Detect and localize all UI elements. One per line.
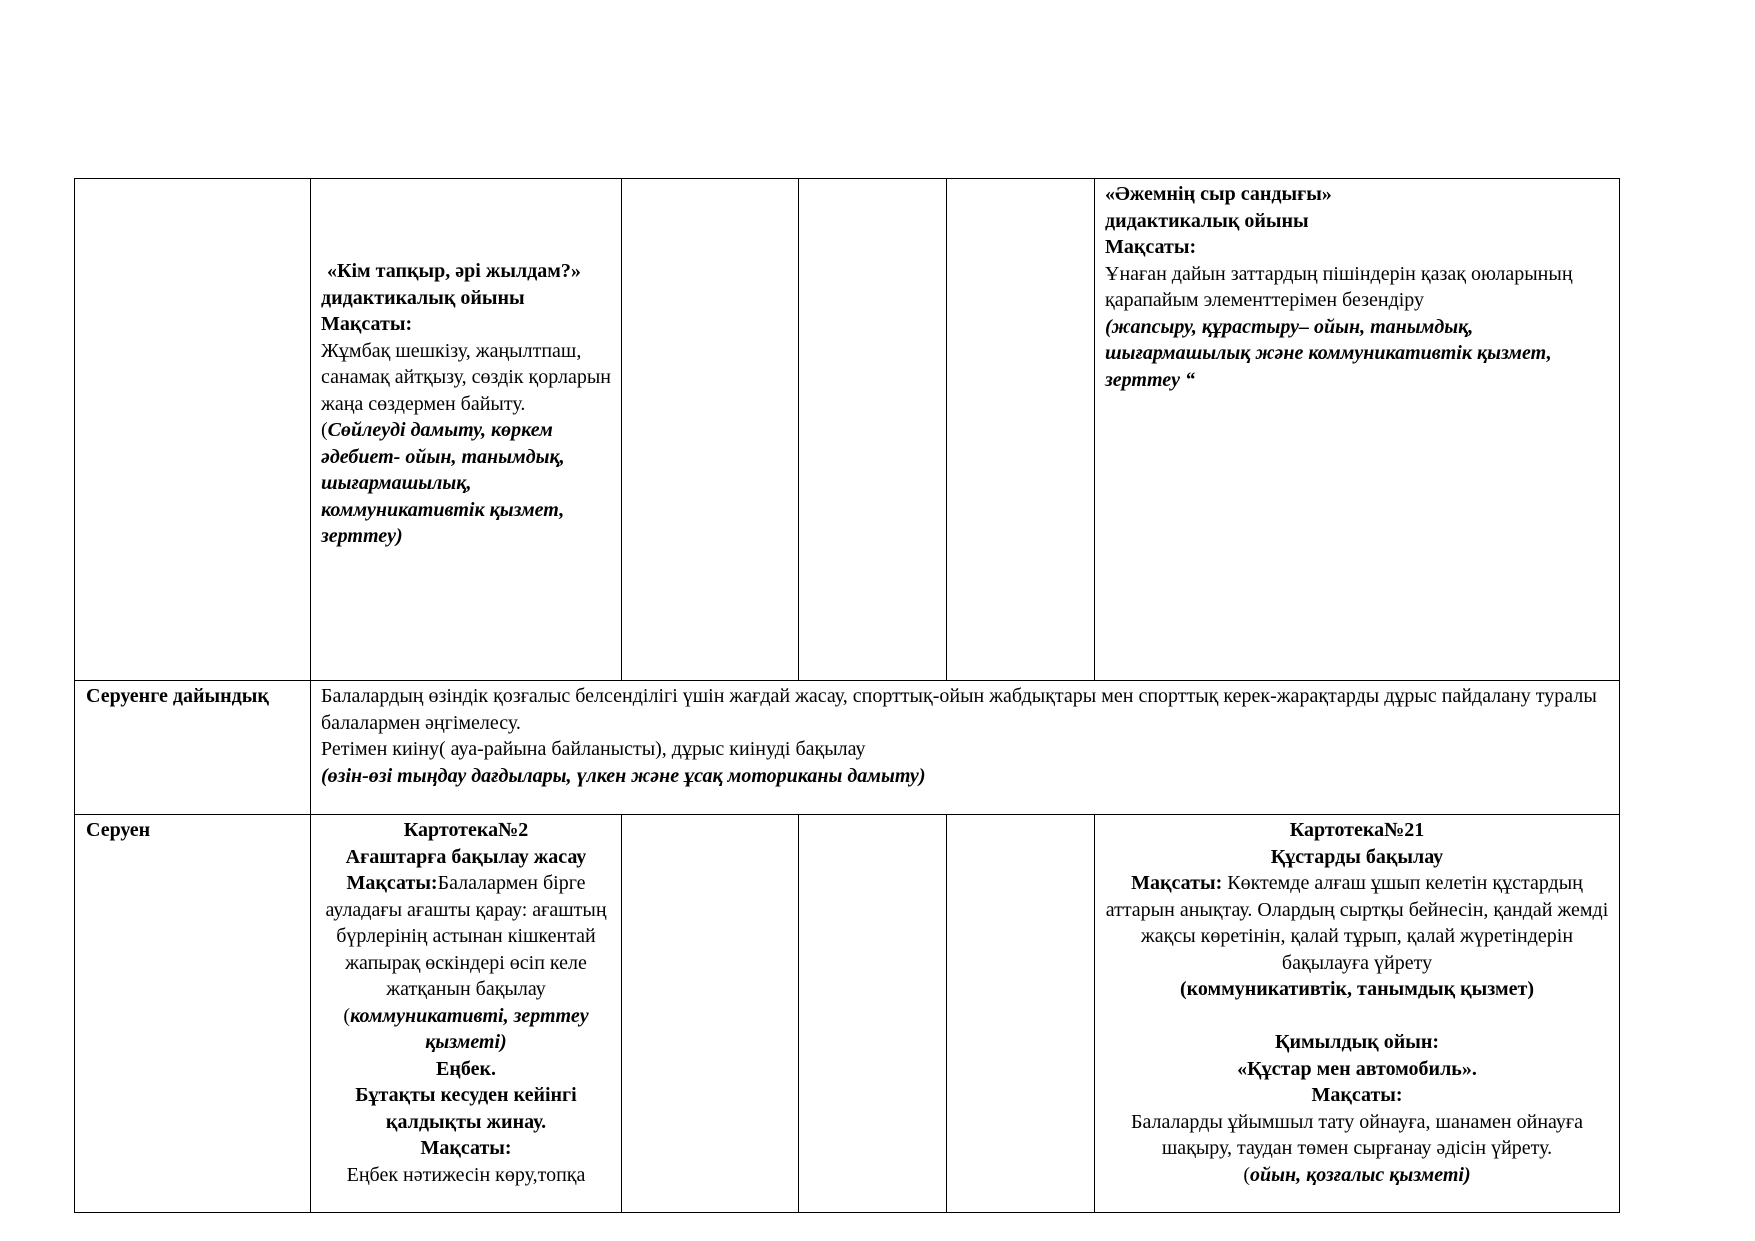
game-title: «Кім тапқыр, әрі жылдам?» [327, 260, 581, 282]
game-goal-text: Балаларды ұйымшыл тату ойнауға, шанамен ойнауға шақыру, таудан төмен сырғанау әдісін үйрету. [1130, 1110, 1583, 1159]
game-activities: ойын, қозғалыс қызметі) [1250, 1163, 1471, 1186]
monday-didactic-game-cell [311, 179, 622, 681]
activities-text [321, 1003, 611, 1056]
game-activities-text [1105, 1162, 1609, 1189]
game-subtitle: дидактикалық ойыны [1105, 209, 1309, 232]
game-goal-label: Мақсаты: [1311, 1084, 1403, 1106]
goal-body: Көктемде алғаш ұшып келетін құстардың аттарын анықтау. Олардың сыртқы бейнесін, қандай жемді жақсы көретінін, қалай тұрып, қалай жүретіндерін бақылауға үйрету [1105, 872, 1609, 974]
table-row-walk [75, 815, 1620, 1213]
friday-walk-cell [1095, 815, 1620, 1213]
paren-open: ( [321, 419, 328, 441]
goal-text [321, 870, 611, 1003]
empty-cell [947, 179, 1095, 681]
row-label [75, 179, 311, 681]
game-title: «Құстар мен автомобиль». [1237, 1057, 1477, 1080]
goal-text [1105, 870, 1609, 976]
empty-cell [622, 815, 799, 1213]
walk-preparation-cell [311, 681, 1620, 815]
game-title: «Әжемнің сыр сандығы» [1105, 183, 1332, 205]
labor-goal-text: Еңбек нәтижесін көру,топқа [346, 1163, 586, 1186]
row-label: Серуен [75, 815, 311, 1213]
goal-text: Ұнаған дайын заттардың пішіндерін қазақ оюларының қарапайым элементтерімен безендіру [1105, 262, 1573, 311]
labor-label: Еңбек. [436, 1057, 496, 1080]
paren-open: ( [1243, 1163, 1251, 1186]
paren-open: ( [343, 1004, 351, 1027]
monday-walk-cell [311, 815, 622, 1213]
empty-cell [622, 179, 799, 681]
goal-label: Мақсаты: [321, 313, 413, 335]
labor-title: Бұтақты кесуден кейінгі қалдықты жинау. [355, 1084, 577, 1133]
goal-label: Мақсаты: [1105, 236, 1197, 258]
table-row-walk-preparation [75, 681, 1620, 815]
walk-title: Ағаштарға бақылау жасау [345, 845, 587, 868]
empty-cell [799, 815, 947, 1213]
empty-cell [799, 179, 947, 681]
labor-goal-label: Мақсаты: [420, 1137, 512, 1159]
activities-text [321, 417, 611, 550]
activities: коммуникативті, зерттеу қызметі) [350, 1004, 589, 1053]
activities: (жапсыру, құрастыру– ойын, танымдық, шығармашылық және коммуникативтік қызмет, зерттеу “ [1105, 315, 1552, 391]
card-number: Картотека№21 [1289, 819, 1425, 841]
dressing-text: Ретімен киіну( ауа-райына байланысты), дұрыс киінуді бақылау [321, 738, 866, 760]
game-subtitle: дидактикалық ойыны [321, 286, 525, 309]
preparation-text: Балалардың өзіндік қозғалыс белсенділігі үшін жағдай жасау, спорттық-ойын жабдықтары мен спорттық керек-жарақтарды дұрыс пайдалану туралы балалармен әңгімелесу. [321, 685, 1597, 734]
activities: (коммуникативтік, танымдық қызмет) [1179, 978, 1535, 1000]
spacer [1105, 1003, 1609, 1030]
card-number: Картотека№2 [403, 819, 529, 841]
activities: Сөйлеуді дамыту, көркем әдебиет- ойын, танымдық, шығармашылық, коммуникативтік қызмет, зерттеу) [321, 419, 565, 547]
game-label: Қимылдық ойын: [1274, 1031, 1440, 1053]
goal-body: Балалармен бірге ауладағы ағашты қарау: ағаштың бүрлерінің астынан кішкентай жапырақ өскіндері өсіп келе жатқанын бақылау [325, 872, 607, 1000]
goal-label: Мақсаты: [1131, 872, 1223, 894]
table-row-didactic-games [75, 179, 1620, 681]
goal-label: Мақсаты: [346, 872, 438, 894]
goal-text: Жұмбақ шешкізу, жаңылтпаш, санамақ айтқызу, сөздік қорларын жаңа сөздермен байыту. [321, 339, 611, 415]
friday-didactic-game-cell [1095, 179, 1620, 681]
daily-plan-table [74, 178, 1620, 1213]
row-label: Серуенге дайындық [75, 681, 311, 815]
walk-title: Құстарды бақылау [1270, 845, 1444, 868]
activities: (өзін-өзі тыңдау дағдылары, үлкен және ұсақ моториканы дамыту) [321, 764, 926, 787]
empty-cell [947, 815, 1095, 1213]
